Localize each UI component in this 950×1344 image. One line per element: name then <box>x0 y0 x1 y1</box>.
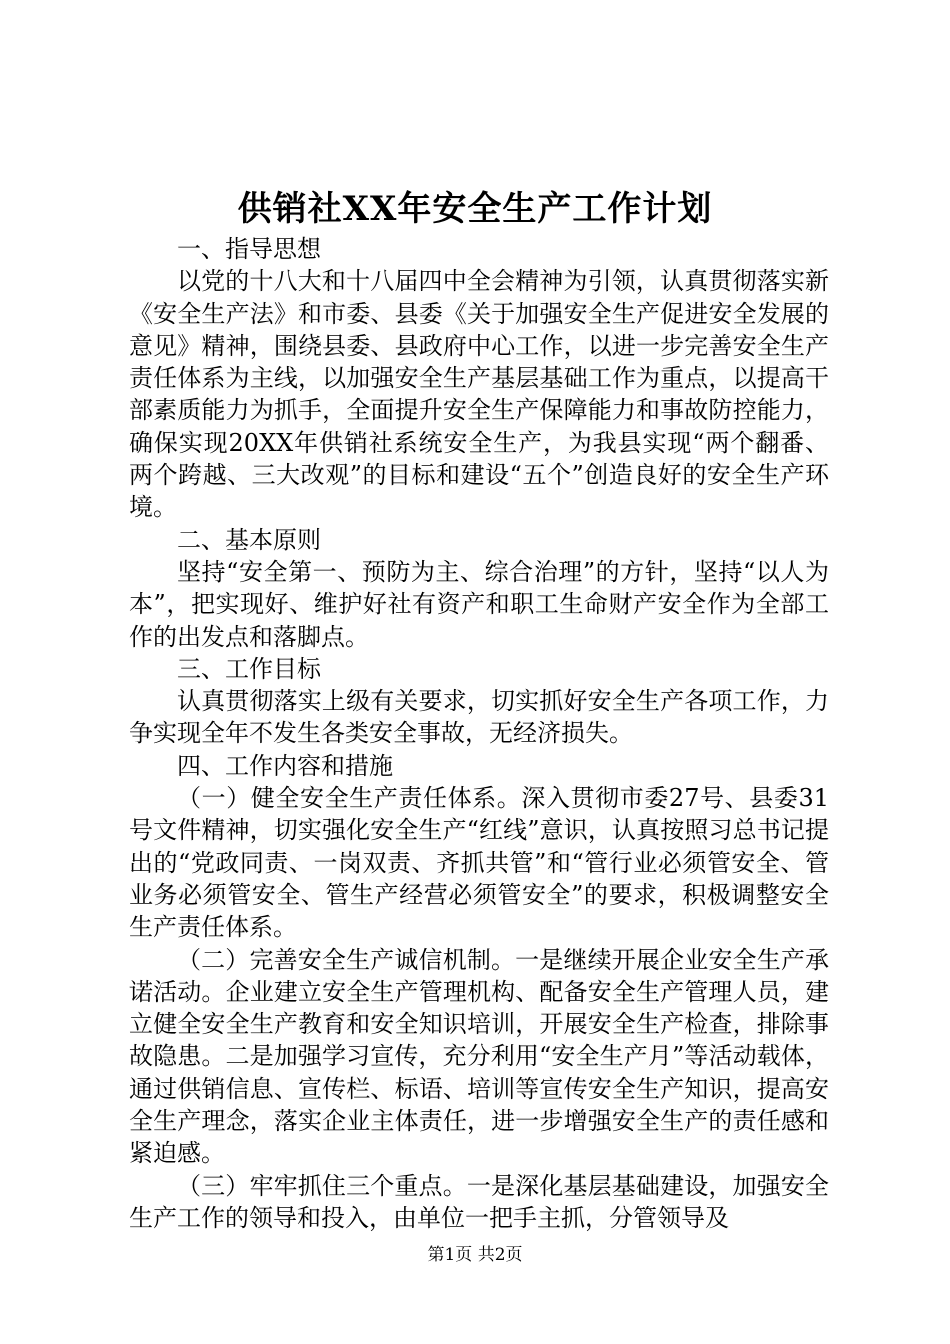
paragraph: 以党的十八大和十八届四中全会精神为引领，认真贯彻落实新《安全生产法》和市委、县委《关于加强安全生产促进安全发展的意见》精神，围绕县委、县政府中心工作，以进一步完善安全生产责任体系为主线，以加强安全生产基层基础工作为重点，以提高干部素质能力为抓手，全面提升安全生产保障能力和事故防控能力，确保实现20XX年供销社系统安全生产，为我县实现“两个翻番、两个跨越、三大改观”的目标和建设“五个”创造良好的安全生产环境。 <box>129 267 829 522</box>
document-body <box>129 233 829 1234</box>
page-footer: 第1页 共2页 <box>427 1245 523 1265</box>
paragraph: （一）健全安全生产责任体系。深入贯彻市委27号、县委31号文件精神，切实强化安全生产“红线”意识，认真按照习总书记提出的“党政同责、一岗双责、齐抓共管”和“管行业必须管安全、管业务必须管安全、管生产经营必须管安全”的要求，积极调整安全生产责任体系。 <box>129 784 829 942</box>
section-heading: 四、工作内容和措施 <box>177 751 393 780</box>
paragraph: （二）完善安全生产诚信机制。一是继续开展企业安全生产承诺活动。企业建立安全生产管理机构、配备安全生产管理人员，建立健全安全生产教育和安全知识培训，开展安全生产检查，排除事故隐患。二是加强学习宣传，充分利用“安全生产月”等活动载体，通过供销信息、宣传栏、标语、培训等宣传安全生产知识，提高安全生产理念，落实企业主体责任，进一步增强安全生产的责任感和紧迫感。 <box>129 945 829 1168</box>
paragraph: 认真贯彻落实上级有关要求，切实抓好安全生产各项工作，力争实现全年不发生各类安全事故，无经济损失。 <box>129 687 829 748</box>
paragraph: （三）牢牢抓住三个重点。一是深化基层基础建设，加强安全生产工作的领导和投入，由单位一把手主抓，分管领导及 <box>129 1171 829 1232</box>
section-heading: 二、基本原则 <box>177 525 321 554</box>
paragraph: 坚持“安全第一、预防为主、综合治理”的方针，坚持“以人为本”，把实现好、维护好社有资产和职工生命财产安全作为全部工作的出发点和落脚点。 <box>129 557 829 651</box>
section-heading: 一、指导思想 <box>177 235 321 263</box>
document-title: 供销社XX年安全生产工作计划 <box>237 189 713 229</box>
section-heading: 三、工作目标 <box>177 654 321 683</box>
